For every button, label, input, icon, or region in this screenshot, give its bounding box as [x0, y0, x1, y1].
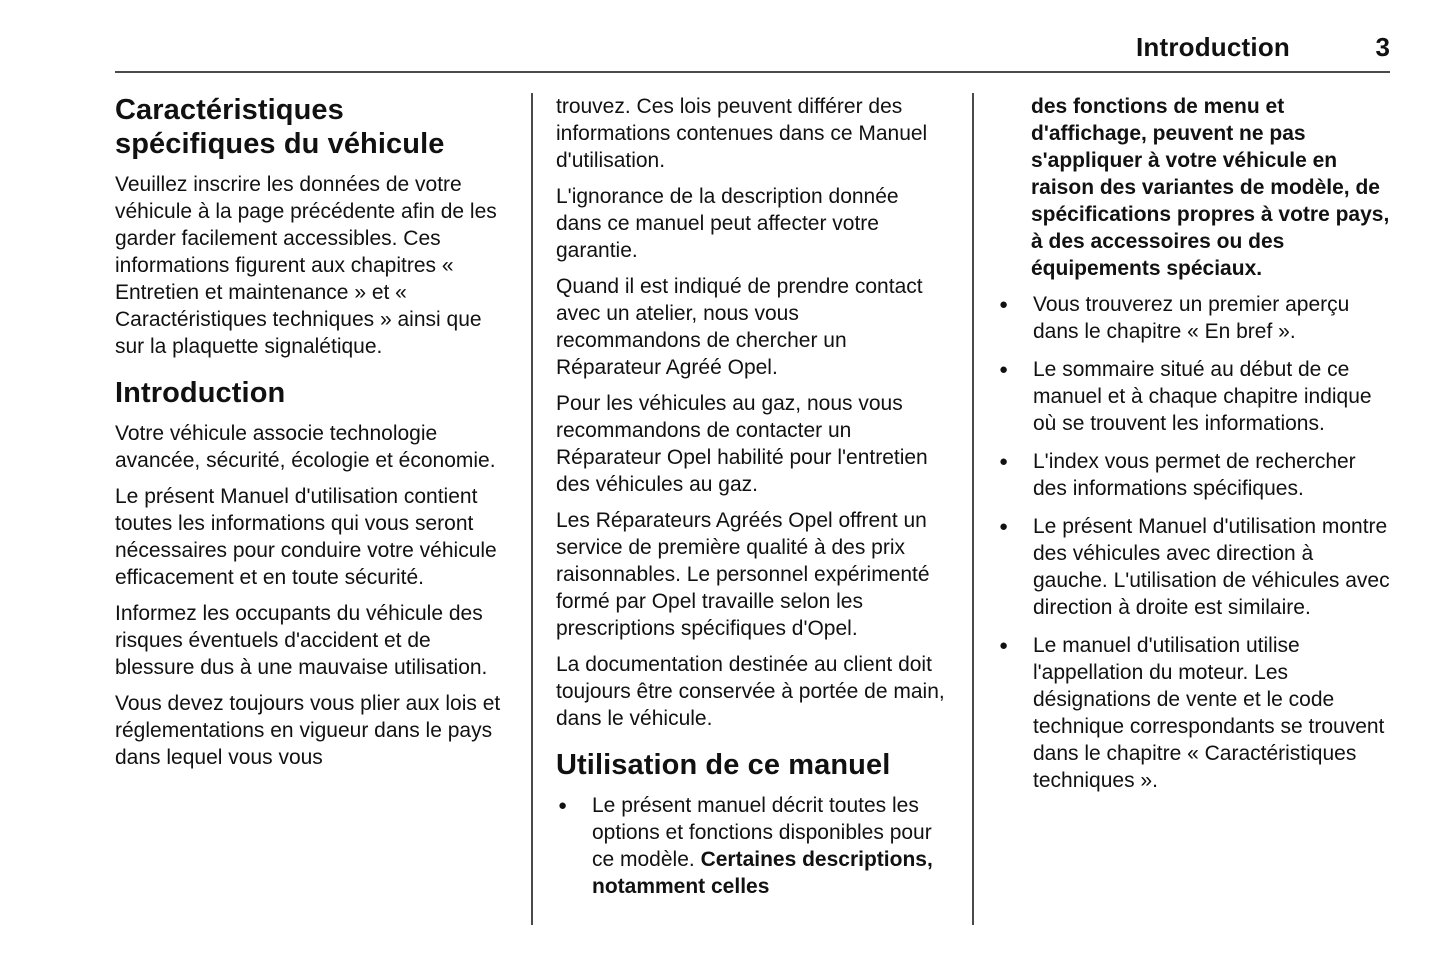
- bullet-icon: ●: [999, 296, 1009, 313]
- heading-manual-usage: Utilisation de ce manuel: [556, 749, 891, 781]
- bullet-icon: ●: [999, 453, 1009, 470]
- paragraph: Vous devez toujours vous plier aux lois et réglementations en vigueur dans le pays dans lequel vous vous: [115, 692, 501, 769]
- heading-vehicle-specific: Caractéristiques spécifiques du véhicule: [115, 94, 445, 160]
- bullet-text-bold: Certaines descriptions, notamment celles: [592, 848, 933, 898]
- bullet-icon: ●: [999, 361, 1009, 378]
- column-divider: [531, 93, 533, 925]
- paragraph: La documentation destinée au client doit toujours être conservée à portée de main, dans le véhicule.: [556, 653, 945, 730]
- paragraph: Votre véhicule associe technologie avancée, sécurité, écologie et économie.: [115, 422, 496, 472]
- bullet-icon: ●: [999, 518, 1009, 535]
- bullet-icon: ●: [558, 797, 568, 814]
- list-item: [997, 513, 1390, 621]
- paragraph: Quand il est indiqué de prendre contact avec un atelier, nous vous recommandons de chercher un Réparateur Agréé Opel.: [556, 275, 923, 379]
- paragraph: Pour les véhicules au gaz, nous vous recommandons de contacter un Réparateur Opel habilité pour l'entretien des véhicules au gaz.: [556, 392, 928, 496]
- column-2: [556, 93, 949, 925]
- paragraph: L'ignorance de la description donnée dans ce manuel peut affecter votre garantie.: [556, 185, 899, 262]
- paragraph: Veuillez inscrire les données de votre véhicule à la page précédente afin de les garder facilement accessibles. Ces informations figurent aux chapitres « Entretien et maintenance » et « Caractéristiques techniques » ainsi que sur la plaquette signalétique.: [115, 173, 497, 358]
- bullet-text: L'index vous permet de rechercher des informations spécifiques.: [1033, 450, 1356, 500]
- bullet-icon: ●: [999, 637, 1009, 654]
- list-item: [997, 448, 1390, 502]
- bullet-text: Le manuel d'utilisation utilise l'appellation du moteur. Les désignations de vente et le code technique correspondants se trouvent dans le chapitre « Caractéristiques techniques ».: [1033, 634, 1385, 792]
- paragraph: Les Réparateurs Agréés Opel offrent un service de première qualité à des prix raisonnables. Le personnel expérimenté formé par Opel travaille selon les prescriptions spécifiques d'Opel.: [556, 509, 930, 640]
- paragraph: Informez les occupants du véhicule des risques éventuels d'accident et de blessure dus à une mauvaise utilisation.: [115, 602, 488, 679]
- column-3: [997, 93, 1390, 925]
- paragraph-bold-continuation: des fonctions de menu et d'affichage, peuvent ne pas s'appliquer à votre véhicule en raison des variantes de modèle, de spécifications propres à votre pays, à des accessoires ou des équipements spéciaux.: [1031, 95, 1390, 280]
- heading-introduction: Introduction: [115, 377, 286, 409]
- header-rule: [115, 71, 1390, 73]
- bullet-text: Le présent Manuel d'utilisation montre des véhicules avec direction à gauche. L'utilisation de véhicules avec direction à droite est similaire.: [1033, 515, 1390, 619]
- page-header: [115, 0, 1390, 63]
- page-number: 3: [1375, 32, 1390, 62]
- bullet-text: [592, 792, 949, 900]
- chapter-title: Introduction: [1135, 32, 1290, 62]
- bullet-text-normal: Le présent manuel décrit toutes les options et fonctions disponibles pour ce modèle.: [592, 794, 932, 871]
- list-item: [997, 356, 1390, 437]
- column-1: [115, 93, 508, 925]
- column-divider: [972, 93, 974, 925]
- columns-container: [115, 93, 1390, 925]
- list-item: [997, 291, 1390, 345]
- bullet-text: Le sommaire situé au début de ce manuel et à chaque chapitre indique où se trouvent les informations.: [1033, 358, 1372, 435]
- paragraph: Le présent Manuel d'utilisation contient toutes les informations qui vous seront nécessaires pour conduire votre véhicule efficacement et en toute sécurité.: [115, 485, 497, 589]
- list-item: [997, 632, 1390, 794]
- bullet-text: Vous trouverez un premier aperçu dans le chapitre « En bref ».: [1033, 293, 1350, 343]
- list-item: [556, 792, 949, 900]
- paragraph: trouvez. Ces lois peuvent différer des informations contenues dans ce Manuel d'utilisation.: [556, 95, 928, 172]
